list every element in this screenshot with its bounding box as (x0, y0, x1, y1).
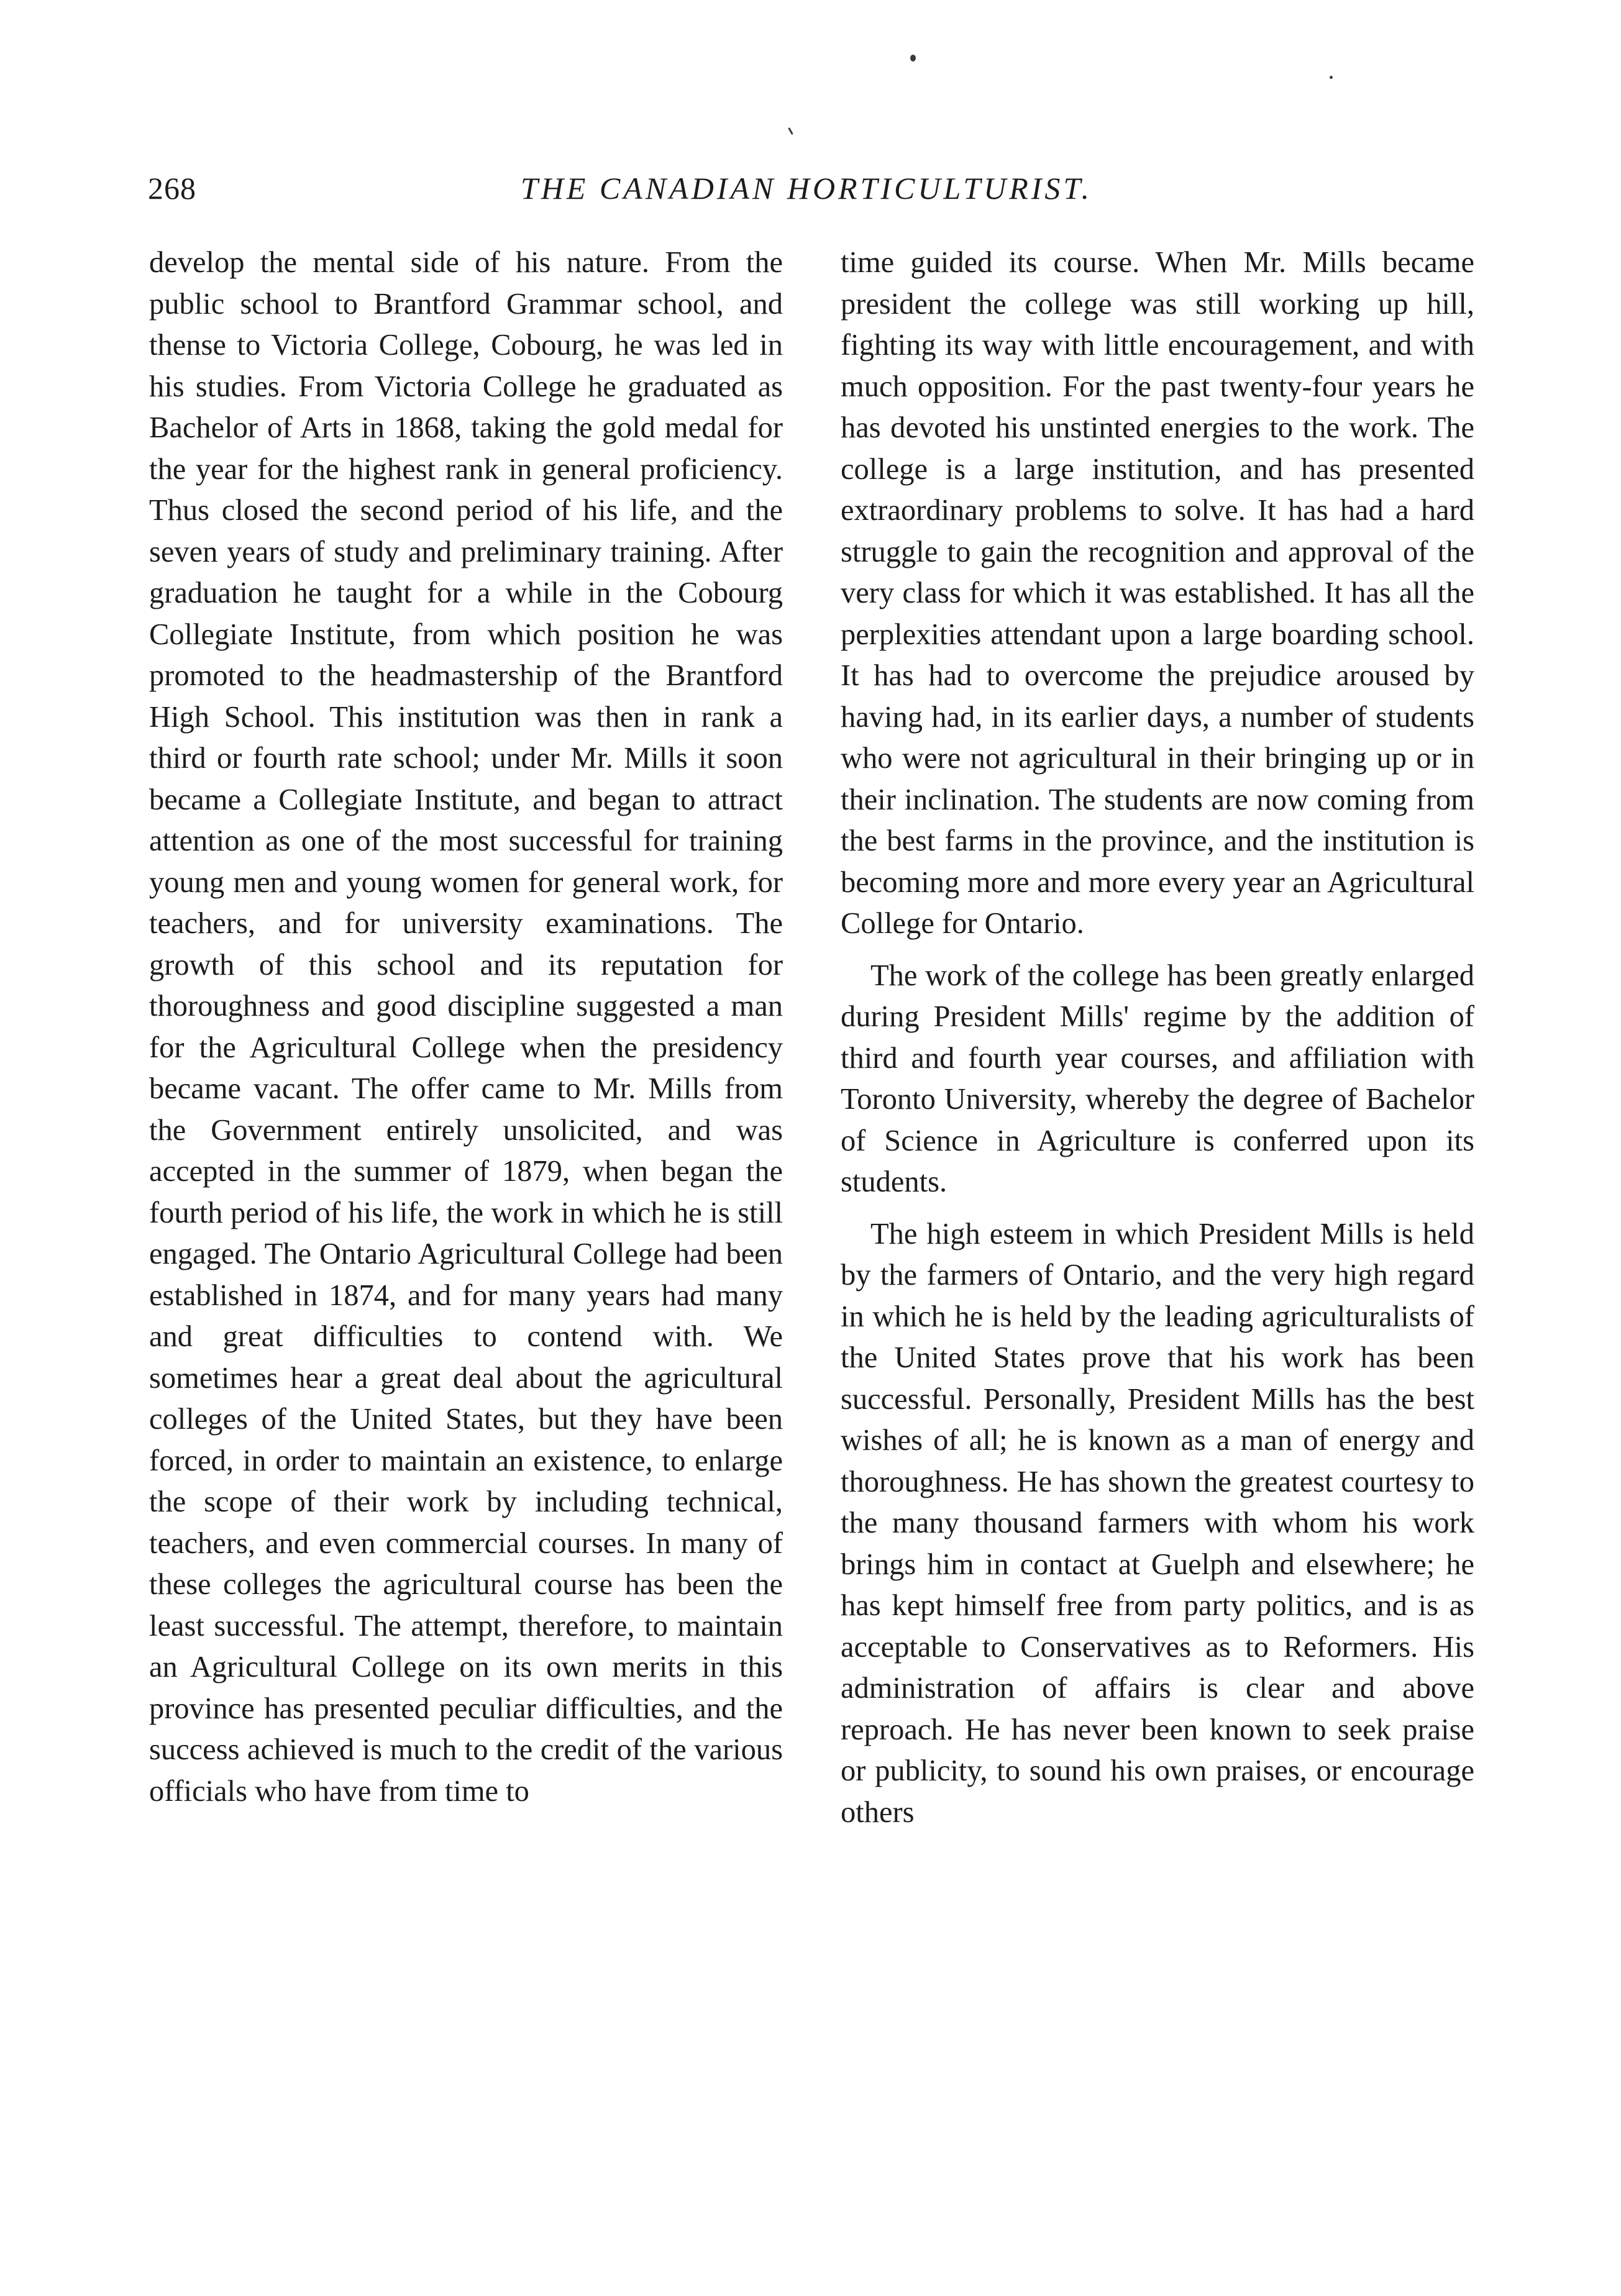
paragraph: develop the mental side of his nature. From the public school to Brantford Grammar school, and thense to Victoria College, Cobourg, he was led in his studies. From Victoria College he graduated as Bachelor of Arts in 1868, taking the gold medal for the year for the highest rank in general proficiency. Thus closed the second period of his life, and the seven years of study and preliminary training. After graduation he taught for a while in the Cobourg Collegiate Institute, from which position he was promoted to the headmastership of the Brantford High School. This institution was then in rank a third or fourth rate school; under Mr. Mills it soon became a Collegiate Institute, and began to attract attention as one of the most successful for training young men and young women for general work, for teachers, and for university examinations. The growth of this school and its reputation for thoroughness and good discipline suggested a man for the Agricultural College when the presidency became vacant. The offer came to Mr. Mills from the Government entirely unsolicited, and was accepted in the summer of 1879, when began the fourth period of his life, the work in which he is still engaged. The Ontario Agricultural College had been established in 1874, and for many years had many and great difficulties to contend with. We sometimes hear a great deal about the agricultural colleges of the United States, but they have been forced, in order to maintain an existence, to enlarge the scope of their work by including technical, teachers, and even commercial courses. In many of these colleges the agricultural course has been the least successful. The attempt, therefore, to maintain an Agricultural College on its own merits in this province has presented peculiar difficulties, and the success achieved is much to the credit of the various officials who have from time to (149, 246, 783, 1808)
running-title: THE CANADIAN HORTICULTURIST. (520, 171, 1093, 206)
ink-speck (910, 55, 916, 62)
ink-speck (1330, 76, 1333, 79)
paragraph: The high esteem in which President Mills is held by the farmers of Ontario, and the very high regard in which he is held by the leading agriculturalists of the United States prove that his work has been successful. Personally, President Mills has the best wishes of all; he is known as a man of energy and thoroughness. He has shown the greatest courtesy to the many thousand farmers with whom his work brings him in contact at Guelph and elsewhere; he has kept himself free from party politics, and is as acceptable to Conservatives as to Reformers. His administration of affairs is clear and above reproach. He has never been known to seek praise or publicity, to sound his own praises, or encourage others (841, 1217, 1474, 1829)
right-column (841, 242, 1474, 1833)
page-number: 268 (148, 171, 196, 206)
page-header (148, 166, 1465, 210)
paragraph: The work of the college has been greatly enlarged during President Mills' regime by the addition of third and fourth year courses, and affiliation with Toronto University, whereby the degree of Bachelor of Science in Agriculture is conferred upon its students. (841, 959, 1474, 1198)
ink-speck (788, 127, 793, 135)
left-column (149, 242, 783, 1812)
paragraph: time guided its course. When Mr. Mills became president the college was still working up hill, fighting its way with little encouragement, and with much opposition. For the past twenty-four years he has devoted his unstinted energies to the work. The college is a large institution, and has presented extraordinary problems to solve. It has had a hard struggle to gain the recognition and approval of the very class for which it was established. It has all the perplexities attendant upon a large boarding school. It has had to overcome the prejudice aroused by having had, in its earlier days, a number of students who were not agricultural in their bringing up or in their inclination. The students are now coming from the best farms in the province, and the institution is becoming more and more every year an Agricultural College for Ontario. (841, 246, 1474, 940)
